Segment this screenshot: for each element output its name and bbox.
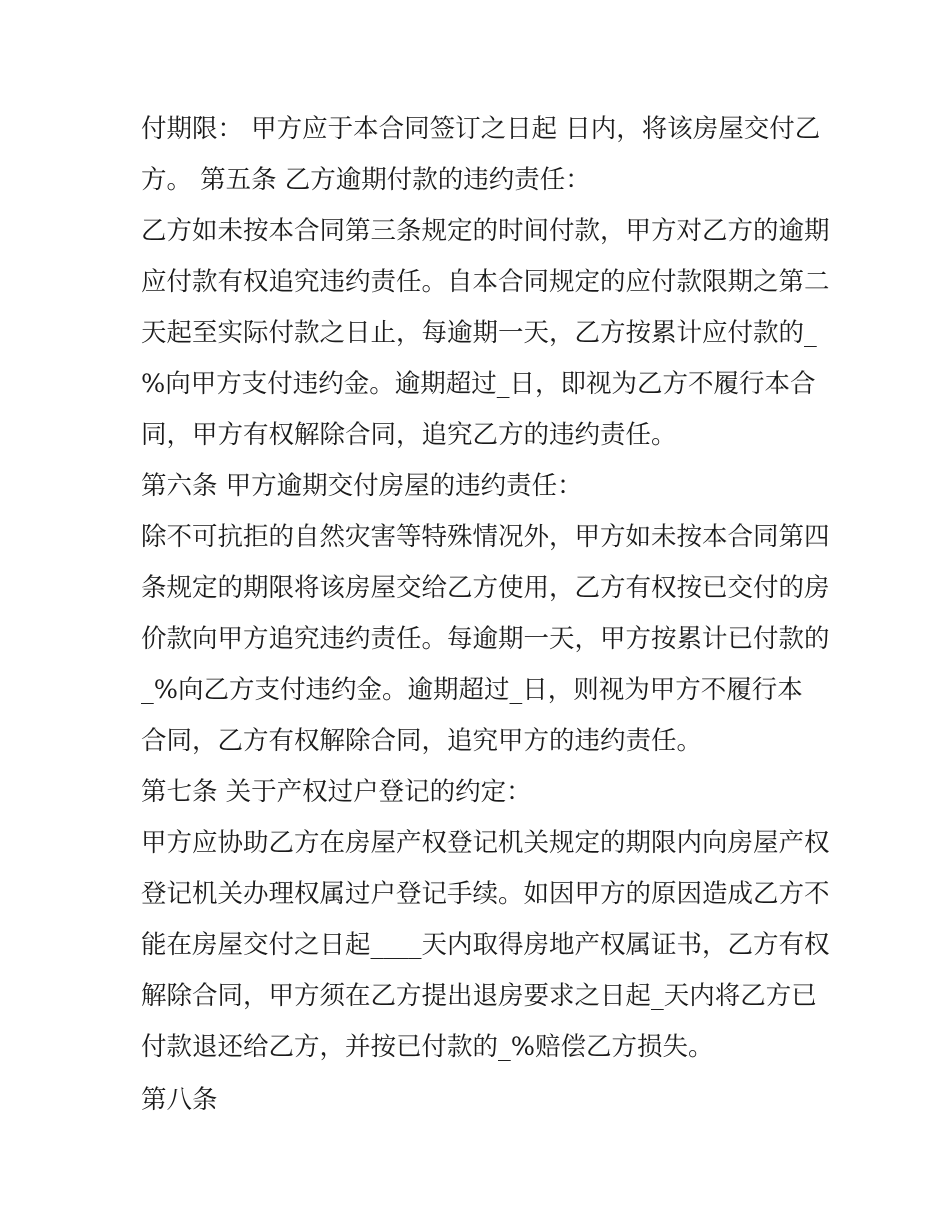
text-line: 付款退还给乙方，并按已付款的_%赔偿乙方损失。: [141, 1032, 714, 1062]
text-line: 甲方应协助乙方在房屋产权登记机关规定的期限内向房屋产权: [141, 828, 830, 858]
text-line: 价款向甲方追究违约责任。每逾期一天，甲方按累计已付款的: [141, 624, 830, 654]
text-line: 条规定的期限将该房屋交给乙方使用，乙方有权按已交付的房: [141, 573, 830, 603]
text-line: %向甲方支付违约金。逾期超过_日，即视为乙方不履行本合: [141, 369, 816, 399]
text-line: 乙方如未按本合同第三条规定的时间付款，甲方对乙方的逾期: [141, 216, 830, 246]
text-line: 能在房屋交付之日起____天内取得房地产权属证书，乙方有权: [141, 930, 830, 960]
contract-text: [141, 104, 830, 1126]
section-heading: 第八条: [141, 1085, 218, 1115]
text-line: 天起至实际付款之日止，每逾期一天，乙方按累计应付款的_: [141, 318, 817, 348]
text-line: 合同，乙方有权解除合同，追究甲方的违约责任。: [141, 726, 703, 756]
text-line: 解除合同，甲方须在乙方提出退房要求之日起_天内将乙方已: [141, 981, 817, 1011]
text-line: 付期限： 甲方应于本合同签订之日起 日内，将该房屋交付乙: [141, 114, 821, 144]
section-heading: 第七条 关于产权过户登记的约定：: [141, 777, 532, 807]
text-line: 除不可抗拒的自然灾害等特殊情况外，甲方如未按本合同第四: [141, 522, 830, 552]
text-line: 方。 第五条 乙方逾期付款的违约责任：: [141, 165, 591, 195]
text-line: 应付款有权追究违约责任。自本合同规定的应付款限期之第二: [141, 267, 830, 297]
section-heading: 第六条 甲方逾期交付房屋的违约责任：: [141, 471, 583, 501]
text-line: 登记机关办理权属过户登记手续。如因甲方的原因造成乙方不: [141, 879, 830, 909]
text-line: 同，甲方有权解除合同，追究乙方的违约责任。: [141, 420, 677, 450]
text-line: _%向乙方支付违约金。逾期超过_日，则视为甲方不履行本: [141, 675, 803, 705]
